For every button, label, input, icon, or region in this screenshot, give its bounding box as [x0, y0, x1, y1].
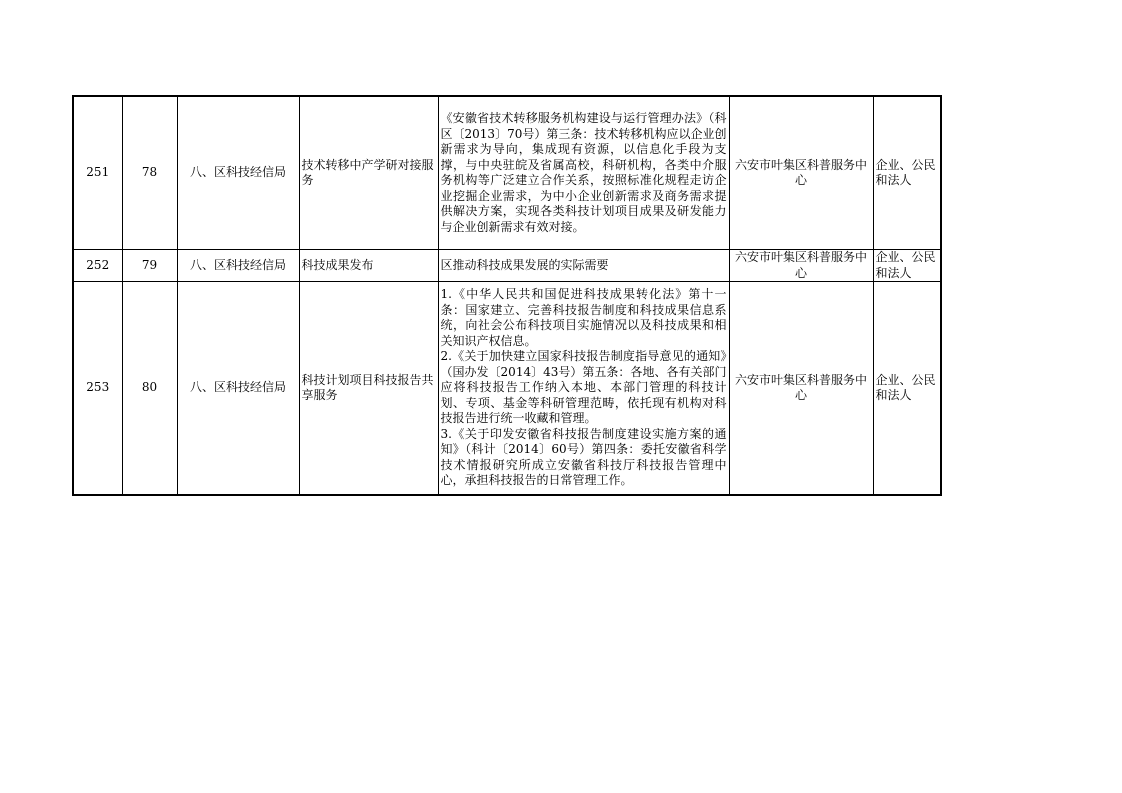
- service-item-cell: 科技成果发布: [299, 250, 438, 282]
- sub-seq-cell: 79: [122, 250, 177, 282]
- target-cell: 企业、公民和法人: [873, 250, 941, 282]
- department-cell: 八、区科技经信局: [177, 96, 299, 250]
- basis-text: 3.《关于印发安徽省科技报告制度建设实施方案的通知》（科计〔2014〕60号）第四条：委托安徽省科学技术情报研究所成立安徽省科技厅科技报告管理中心，承担科技报告的日常管理工作。: [440, 426, 727, 488]
- basis-text: 2.《关于加快建立国家科技报告制度指导意见的通知》（国办发〔2014〕43号）第五条：各地、各有关部门应将科技报告工作纳入本地、本部门管理的科技计划、专项、基金等科研管理范畴，依托现有机构对科技报告进行统一收藏和管理。: [440, 349, 727, 426]
- basis-text: 区推动科技成果发展的实际需要: [440, 257, 609, 272]
- table-row: [73, 250, 941, 282]
- table-row: [73, 282, 941, 496]
- sub-seq-cell: 78: [122, 96, 177, 250]
- seq-cell: 252: [73, 250, 122, 282]
- target-cell: 企业、公民和法人: [873, 282, 941, 496]
- sub-seq-cell: 80: [122, 282, 177, 496]
- seq-cell: 251: [73, 96, 122, 250]
- service-item-cell: 技术转移中产学研对接服务: [299, 96, 438, 250]
- service-list-table: [72, 95, 942, 496]
- table-row: [73, 96, 941, 250]
- department-cell: 八、区科技经信局: [177, 282, 299, 496]
- basis-text: 1.《中华人民共和国促进科技成果转化法》第十一条：国家建立、完善科技报告制度和科技成果信息系统，向社会公布科技项目实施情况以及科技成果和相关知识产权信息。: [440, 287, 727, 348]
- target-cell: 企业、公民和法人: [873, 96, 941, 250]
- service-unit-cell: 六安市叶集区科普服务中心: [729, 96, 873, 250]
- service-unit-cell: 六安市叶集区科普服务中心: [729, 282, 873, 496]
- basis-text: 《安徽省技术转移服务机构建设与运行管理办法》（科区〔2013〕70号）第三条：技术转移机构应以企业创新需求为导向，集成现有资源，以信息化手段为支撑，与中央驻皖及省属高校，科研机构，各类中介服务机构等广泛建立合作关系，按照标准化规程走访企业挖掘企业需求，为中小企业创新需求及商务需求提供解决方案，实现各类科技计划项目成果及研发能力与企业创新需求有效对接。: [440, 111, 727, 234]
- department-cell: 八、区科技经信局: [177, 250, 299, 282]
- service-unit-cell: 六安市叶集区科普服务中心: [729, 250, 873, 282]
- service-item-cell: 科技计划项目科技报告共享服务: [299, 282, 438, 496]
- seq-cell: 253: [73, 282, 122, 496]
- basis-cell: [438, 282, 729, 496]
- basis-cell: [438, 96, 729, 250]
- basis-cell: [438, 250, 729, 282]
